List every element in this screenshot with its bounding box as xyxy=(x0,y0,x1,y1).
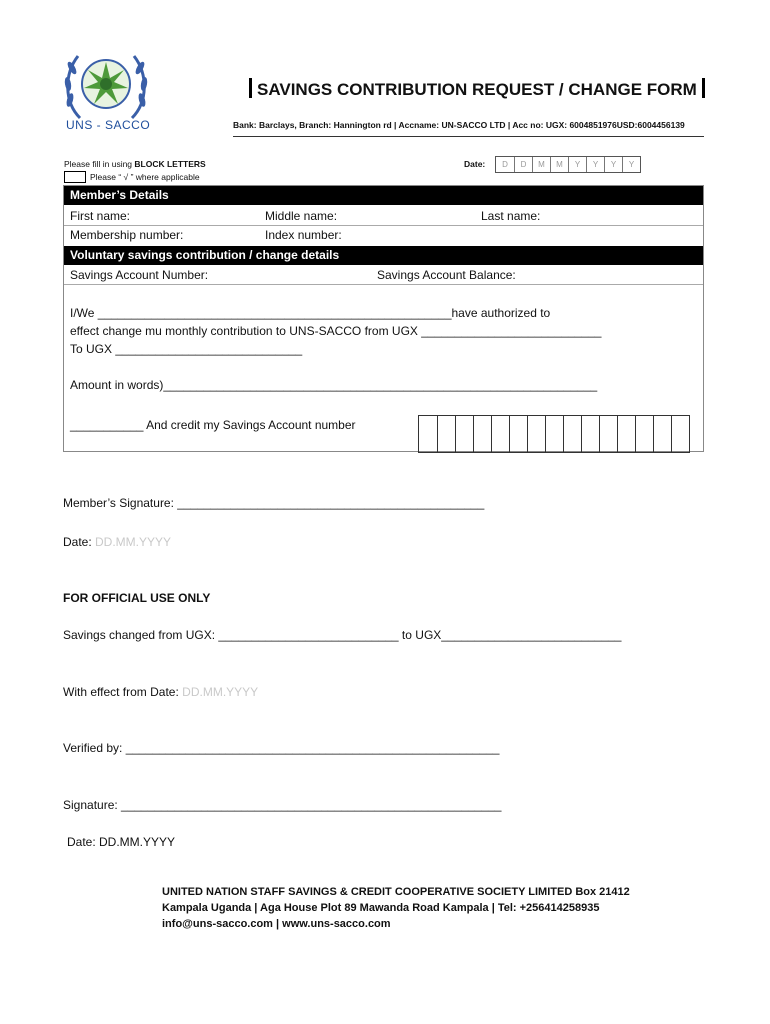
account-digit-box[interactable] xyxy=(599,416,617,452)
footer-line-1: UNITED NATION STAFF SAVINGS & CREDIT COOPERATIVE SOCIETY LIMITED Box 21412 xyxy=(162,886,630,898)
date-box[interactable]: M xyxy=(550,157,568,172)
date-label: Date: xyxy=(464,159,486,169)
date-box[interactable]: Y xyxy=(568,157,586,172)
tick-example-box xyxy=(64,171,86,183)
account-digit-box[interactable] xyxy=(455,416,473,452)
amount-in-words-line[interactable]: Amount in words)_________________________________________________________________ xyxy=(70,378,598,392)
index-number-field[interactable]: Index number: xyxy=(265,228,342,242)
middle-name-field[interactable]: Middle name: xyxy=(265,209,338,223)
header-divider xyxy=(233,136,704,137)
footer-line-2: Kampala Uganda | Aga House Plot 89 Mawanda Road Kampala | Tel: +256414258935 xyxy=(162,902,600,914)
block-letters-text: BLOCK LETTERS xyxy=(134,159,206,169)
savings-changed-line[interactable]: Savings changed from UGX: ___________________________ to UGX___________________________ xyxy=(63,628,622,642)
account-digit-box[interactable] xyxy=(635,416,653,452)
date-box[interactable]: D xyxy=(514,157,532,172)
form-title xyxy=(244,78,710,100)
account-digit-box[interactable] xyxy=(581,416,599,452)
tick-note: Please “ √ ” where applicable xyxy=(90,172,200,182)
member-date-placeholder: DD.MM.YYYY xyxy=(95,535,172,549)
account-digit-box[interactable] xyxy=(491,416,509,452)
credit-account-line[interactable]: ___________ And credit my Savings Account number xyxy=(70,418,356,432)
fill-instruction-text: Please fill in using xyxy=(64,159,135,169)
members-details-heading: Member’s Details xyxy=(64,186,703,205)
contribution-from-line[interactable]: effect change mu monthly contribution to UNS-SACCO from UGX ___________________________ xyxy=(70,324,602,338)
verified-by-line[interactable]: Verified by: ________________________________________________________ xyxy=(63,741,500,755)
date-input-boxes[interactable] xyxy=(495,156,641,173)
official-date-line[interactable]: Date: DD.MM.YYYY xyxy=(67,835,176,849)
member-signature-line[interactable]: Member’s Signature: ______________________________________________ xyxy=(63,496,485,510)
fill-instruction xyxy=(64,159,206,169)
account-digit-box[interactable] xyxy=(617,416,635,452)
date-box[interactable]: D xyxy=(502,160,508,169)
logo-text: UNS - SACCO xyxy=(66,118,151,132)
effect-date-placeholder: DD.MM.YYYY xyxy=(182,685,259,699)
row-divider xyxy=(64,284,703,285)
account-digit-box[interactable] xyxy=(653,416,671,452)
savings-account-balance-field[interactable]: Savings Account Balance: xyxy=(377,268,516,282)
member-date-label: Date: xyxy=(63,535,96,549)
contribution-to-line[interactable]: To UGX ____________________________ xyxy=(70,342,303,356)
last-name-field[interactable]: Last name: xyxy=(481,209,541,223)
voluntary-savings-heading: Voluntary savings contribution / change details xyxy=(64,246,703,265)
account-number-boxes[interactable] xyxy=(418,415,690,453)
date-box[interactable]: M xyxy=(532,157,550,172)
row-divider xyxy=(64,225,703,226)
title-bar-left xyxy=(249,78,252,98)
effect-date-line[interactable] xyxy=(63,685,258,699)
date-box[interactable]: Y xyxy=(604,157,622,172)
bank-details: Bank: Barclays, Branch: Hannington rd | Accname: UN-SACCO LTD | Acc no: UGX: 6004851976USD:6004456139 xyxy=(233,120,685,130)
authorization-line[interactable]: I/We _____________________________________________________have authorized to xyxy=(70,306,551,320)
member-date-line[interactable] xyxy=(63,535,171,549)
account-digit-box[interactable] xyxy=(527,416,545,452)
savings-account-number-field[interactable]: Savings Account Number: xyxy=(70,268,209,282)
effect-date-label: With effect from Date: xyxy=(63,685,183,699)
account-digit-box[interactable] xyxy=(437,416,455,452)
date-box[interactable]: Y xyxy=(622,157,640,172)
first-name-field[interactable]: First name: xyxy=(70,209,131,223)
account-digit-box[interactable] xyxy=(473,416,491,452)
member-form-section xyxy=(63,185,704,452)
account-digit-box[interactable] xyxy=(563,416,581,452)
footer-address xyxy=(162,884,630,932)
form-title-text: SAVINGS CONTRIBUTION REQUEST / CHANGE FORM xyxy=(257,80,697,99)
membership-number-field[interactable]: Membership number: xyxy=(70,228,184,242)
title-bar-right xyxy=(702,78,705,98)
account-digit-box[interactable] xyxy=(419,416,437,452)
account-digit-box[interactable] xyxy=(545,416,563,452)
date-box[interactable]: Y xyxy=(586,157,604,172)
account-digit-box[interactable] xyxy=(671,416,689,452)
footer-line-3: info@uns-sacco.com | www.uns-sacco.com xyxy=(162,918,391,930)
official-use-heading: FOR OFFICIAL USE ONLY xyxy=(63,591,211,605)
account-digit-box[interactable] xyxy=(509,416,527,452)
official-signature-line[interactable]: Signature: _________________________________________________________ xyxy=(63,798,502,812)
